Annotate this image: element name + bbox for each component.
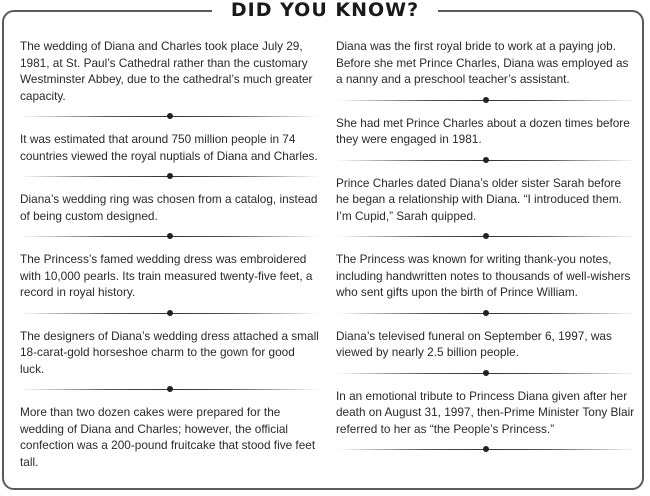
divider (336, 445, 636, 454)
divider (20, 309, 320, 318)
right-column (336, 38, 636, 464)
fact-text: It was estimated that around 750 million people in 74 countries viewed the royal nuptials of Diana and Charles. (20, 132, 318, 163)
fact-text: The designers of Diana’s wedding dress attached a small 18-carat-gold horseshoe charm to the gown for good luck. (20, 328, 319, 376)
fact-text: Diana’s televised funeral on September 6, 1997, was viewed by nearly 2.5 billion people. (336, 328, 612, 359)
divider-dot-icon (483, 157, 489, 163)
divider (336, 232, 636, 241)
fact-text: Diana was the first royal bride to work at a paying job. Before she met Prince Charles, Diana was employed as a nanny and a preschool teacher’s assistant. (336, 39, 629, 86)
left-column (20, 38, 320, 470)
divider (336, 309, 636, 318)
divider (336, 156, 636, 165)
fact-text: Diana’s wedding ring was chosen from a catalog, instead of being custom designed. (20, 192, 318, 223)
divider-dot-icon (483, 97, 489, 103)
fact-text: The Princess was known for writing thank-you notes, including handwritten notes to thousands of well-wishers who sent gifts upon the birth of Prince William. (336, 252, 631, 299)
fact-text: More than two dozen cakes were prepared for the wedding of Diana and Charles; however, the official confection was a 200-pound fruitcake that stood five feet tall. (20, 405, 316, 469)
divider-dot-icon (167, 173, 173, 179)
fact-text: Prince Charles dated Diana’s older sister Sarah before he began a relationship with Diana. “I introduced them. I’m Cupid,” Sarah quipped. (336, 175, 622, 223)
divider-dot-icon (167, 233, 173, 239)
divider (336, 96, 636, 105)
divider-dot-icon (483, 233, 489, 239)
divider-dot-icon (483, 310, 489, 316)
divider (20, 232, 320, 241)
fact-text: The wedding of Diana and Charles took place July 29, 1981, at St. Paul’s Cathedral rather than the customary Westminster Abbey, due to the cathedral’s much greater capacity. (20, 39, 313, 103)
divider-dot-icon (483, 370, 489, 376)
divider-dot-icon (167, 310, 173, 316)
divider (336, 369, 636, 378)
divider-dot-icon (167, 386, 173, 392)
fact-text: She had met Prince Charles about a dozen times before they were engaged in 1981. (336, 115, 630, 146)
divider (20, 385, 320, 394)
divider (20, 172, 320, 181)
fact-text: In an emotional tribute to Princess Diana given after her death on August 31, 1997, then-Prime Minister Tony Blair referred to her as “the People’s Princess.” (336, 388, 635, 436)
divider-dot-icon (167, 113, 173, 119)
page-title: DID YOU KNOW? (230, 0, 420, 21)
divider-dot-icon (483, 446, 489, 452)
divider (20, 112, 320, 121)
fact-text: The Princess’s famed wedding dress was embroidered with 10,000 pearls. Its train measured twenty-five feet, a record in royal history. (20, 252, 313, 299)
